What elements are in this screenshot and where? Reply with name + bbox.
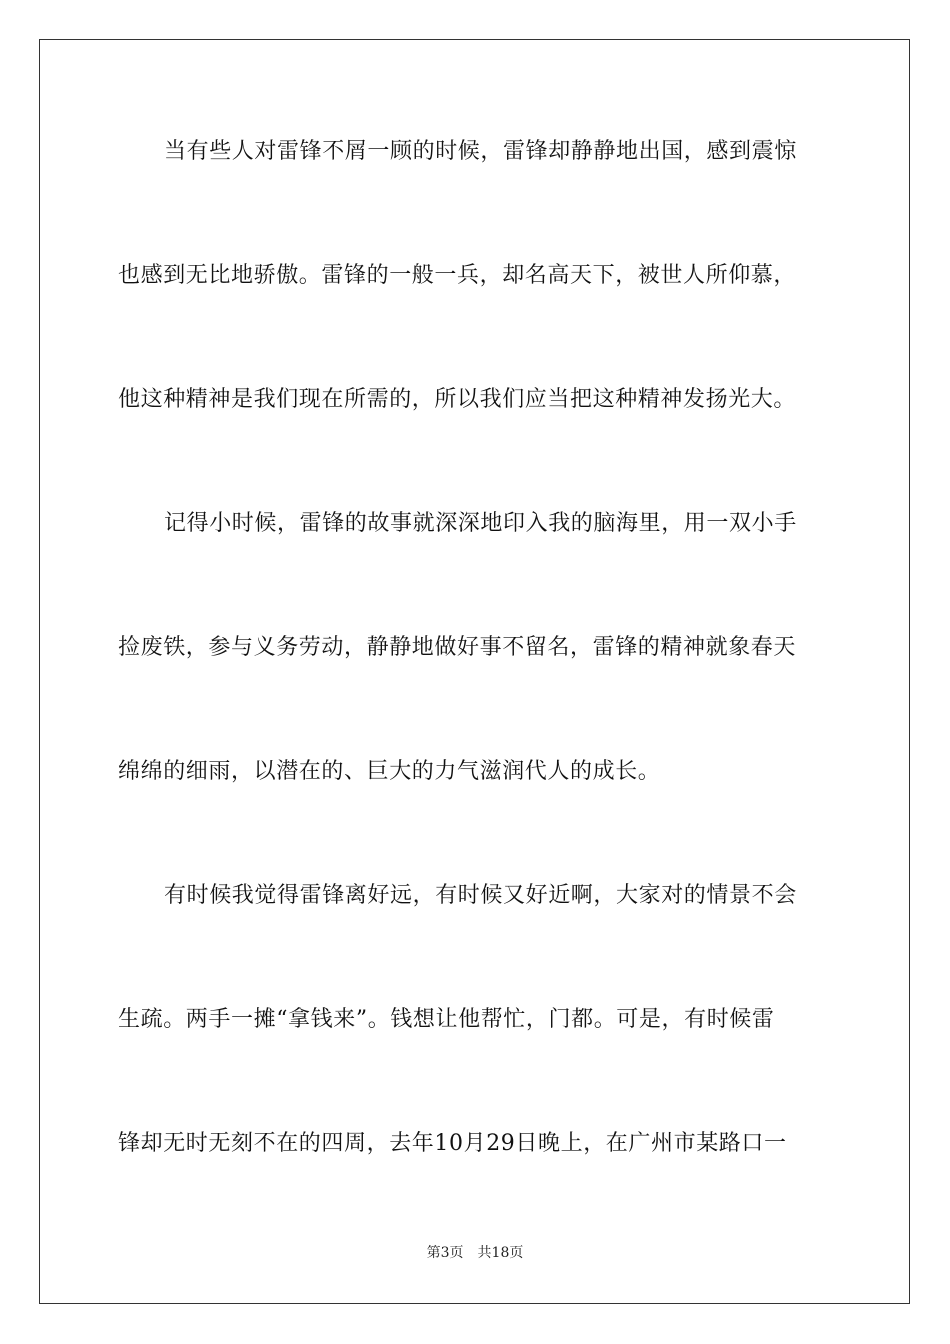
page-border [39, 39, 910, 1304]
paragraph-2-line-3: 绵绵的细雨，以潜在的、巨大的力气滋润代人的成长。 [118, 759, 661, 784]
page-number: 第3页 [426, 1245, 464, 1261]
paragraph-1-line-1: 当有些人对雷锋不屑一顾的时候，雷锋却静静地出国，感到震惊 [164, 139, 797, 164]
page-footer [0, 1244, 950, 1262]
paragraph-3-line-1: 有时候我觉得雷锋离好远，有时候又好近啊，大家对的情景不会 [164, 883, 797, 908]
paragraph-3-line-3: 锋却无时无刻不在的四周，去年10月29日晚上，在广州市某路口一 [118, 1131, 787, 1156]
paragraph-1-line-2: 也感到无比地骄傲。雷锋的一般一兵，却名高天下，被世人所仰慕， [118, 263, 797, 288]
page-total: 共18页 [477, 1245, 524, 1261]
paragraph-2-line-1: 记得小时候，雷锋的故事就深深地印入我的脑海里，用一双小手 [164, 511, 797, 536]
paragraph-2-line-2: 捡废铁，参与义务劳动，静静地做好事不留名，雷锋的精神就象春天 [118, 635, 797, 660]
paragraph-1-line-3: 他这种精神是我们现在所需的，所以我们应当把这种精神发扬光大。 [118, 387, 797, 412]
paragraph-3-line-2: 生疏。两手一摊“拿钱来”。钱想让他帮忙，门都。可是，有时候雷 [118, 1007, 775, 1032]
